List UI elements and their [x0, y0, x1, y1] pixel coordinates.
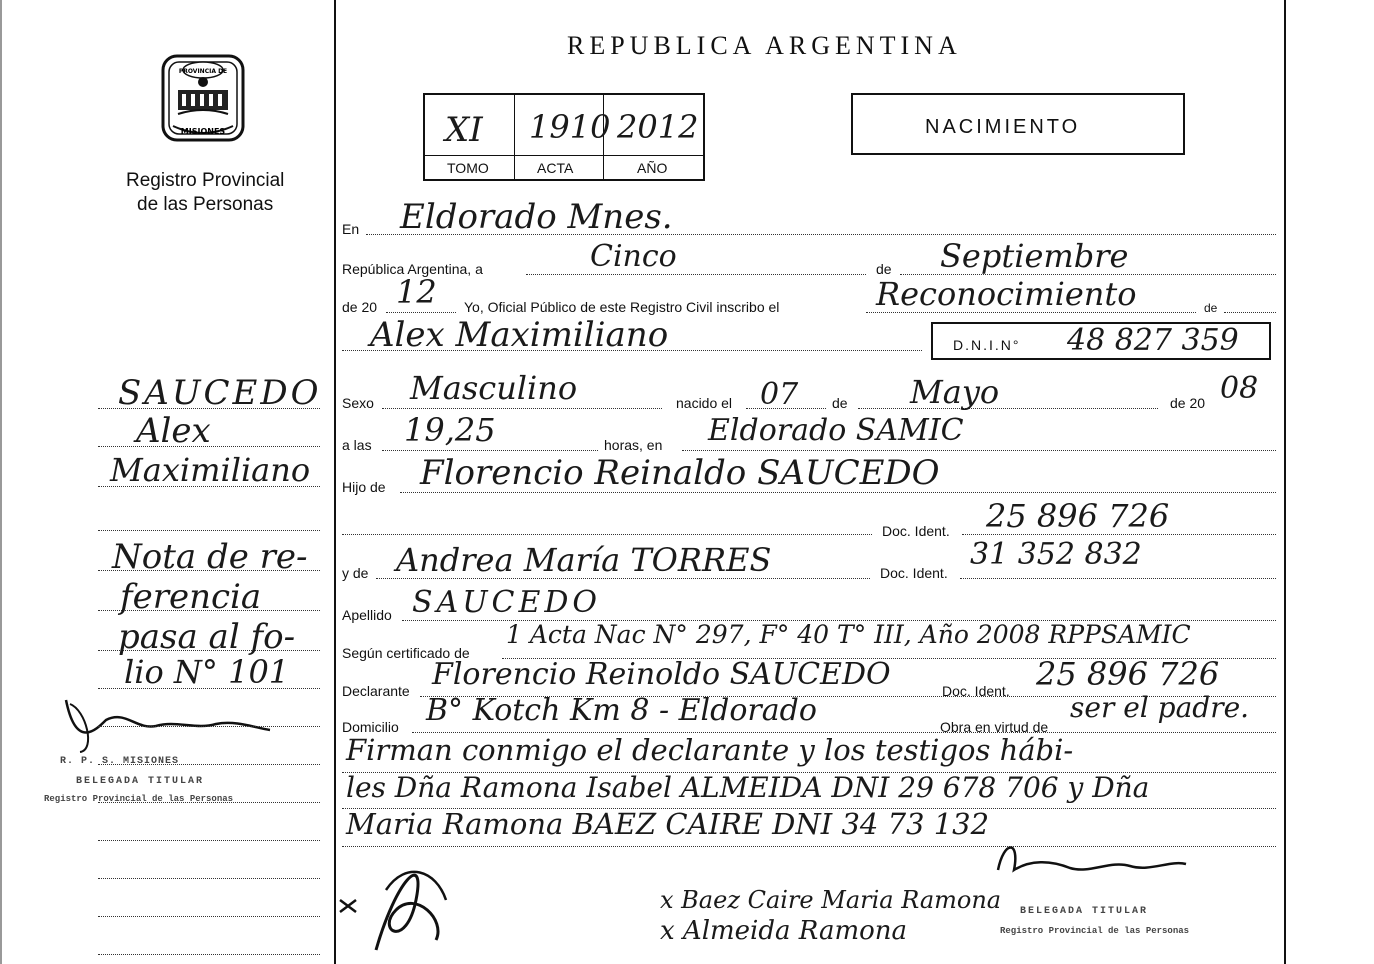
mes-value: Septiembre: [940, 237, 1129, 275]
madre-doc-value: 31 352 832: [970, 537, 1142, 572]
madre-value: Andrea María TORRES: [396, 541, 772, 579]
horas-en-label: horas, en: [604, 437, 663, 453]
certificado-label: Según certificado de: [342, 645, 470, 661]
tomo-label: TOMO: [447, 160, 489, 176]
declarante-doc-label: Doc. Ident.: [942, 683, 1010, 699]
declarante-label: Declarante: [342, 683, 410, 699]
de20-label: de 20: [342, 299, 378, 315]
padre-doc-value: 25 896 726: [986, 497, 1170, 535]
margin-official-signature: [56, 690, 276, 760]
text-line-3: Maria Ramona BAEZ CAIRE DNI 34 73 132: [346, 807, 990, 841]
dia-value: Cinco: [590, 239, 677, 274]
hijo-label: Hijo de: [342, 479, 386, 495]
tomo-value: XI: [445, 110, 483, 150]
witness-signature-1: x Baez Caire Maria Ramona: [660, 886, 1002, 914]
registry-name-line2: de las Personas: [137, 194, 274, 215]
anio-value: 2012: [617, 108, 699, 146]
nac-de20-label: de 20: [1170, 395, 1206, 411]
madre-doc-label: Doc. Ident.: [880, 565, 948, 581]
inscription-year-value: 12: [396, 273, 437, 311]
dni-box: [931, 322, 1271, 360]
record-type-box: [851, 93, 1185, 155]
official-stamp-right-2: Registro Provincial de las Personas: [1000, 926, 1190, 936]
margin-name-1: Alex: [136, 411, 211, 451]
anio-label: AÑO: [637, 160, 668, 176]
nac-dia-value: 07: [760, 377, 799, 412]
registry-name-line1: Registro Provincial: [126, 170, 285, 191]
en-label: En: [342, 221, 360, 237]
sexo-label: Sexo: [342, 395, 374, 411]
declarant-signature: [336, 840, 476, 964]
en-value: Eldorado Mnes.: [400, 197, 673, 237]
dni-label: D.N.I.N°: [953, 337, 1021, 353]
dni-value: 48 827 359: [1067, 323, 1239, 358]
margin-note-3: pasa al fo-: [118, 617, 296, 657]
hora-value: 19,25: [404, 411, 496, 449]
acta-label: ACTA: [537, 160, 574, 176]
declarante-doc-value: 25 896 726: [1036, 655, 1220, 693]
margin-surname: SAUCEDO: [118, 373, 322, 413]
nac-anio-value: 08: [1220, 371, 1259, 406]
margin-note-1: Nota de re-: [112, 537, 308, 577]
yde-label: y de: [342, 565, 369, 581]
margin-stamp-top: R. P. S. MISIONES: [60, 756, 180, 767]
apellido-label: Apellido: [342, 607, 392, 623]
de-label-2: de: [1204, 301, 1218, 315]
sexo-value: Masculino: [410, 369, 578, 407]
domicilio-value: B° Kotch Km 8 - Eldorado: [426, 693, 817, 728]
oficial-text: Yo, Oficial Público de este Registro Civil inscribo el: [464, 299, 780, 315]
inscribo-value: Reconocimiento: [876, 275, 1137, 313]
text-line-1: Firman conmigo el declarante y los testigos hábi-: [346, 733, 1074, 767]
witness-signature-2: x Almeida Ramona: [660, 916, 908, 946]
lugar-value: Eldorado SAMIC: [708, 413, 964, 448]
margin-stamp-2: Registro Provincial de las Personas: [44, 794, 234, 804]
margin-stamp-1: BELEGADA TITULAR: [76, 776, 205, 787]
obra-value: ser el padre.: [1070, 691, 1250, 724]
domicilio-label: Domicilio: [342, 719, 399, 735]
margin-border: [334, 0, 336, 964]
nac-mes-value: Mayo: [910, 373, 1000, 411]
nacido-label: nacido el: [676, 395, 733, 411]
de-label-1: de: [876, 261, 892, 277]
nombre-value: Alex Maximiliano: [370, 315, 669, 355]
republica-label: República Argentina, a: [342, 261, 483, 277]
padre-doc-label: Doc. Ident.: [882, 523, 950, 539]
declarante-value: Florencio Reinoldo SAUCEDO: [432, 657, 891, 692]
record-number-box: [423, 93, 705, 181]
right-border: [1284, 0, 1286, 964]
margin-note-4: lio N° 101: [124, 653, 290, 691]
margin-note-2: ferencia: [120, 577, 262, 617]
record-type-label: NACIMIENTO: [925, 116, 1081, 138]
official-stamp-right-1: BELEGADA TITULAR: [1020, 906, 1149, 917]
seal-bottom-text: MISIONES: [180, 127, 226, 136]
margin-name-2: Maximiliano: [110, 451, 311, 489]
official-signature-right: [990, 830, 1190, 890]
alas-label: a las: [342, 437, 372, 453]
seal-top-text: PROVINCIA DE: [178, 68, 228, 75]
padre-value: Florencio Reinaldo SAUCEDO: [420, 453, 940, 493]
country-title: REPUBLICA ARGENTINA: [567, 31, 962, 60]
nac-de-label: de: [832, 395, 848, 411]
misiones-seal-logo: [158, 48, 248, 148]
obra-label: Obra en virtud de: [940, 719, 1049, 735]
text-line-2: les Dña Ramona Isabel ALMEIDA DNI 29 678 706 y Dña: [346, 771, 1150, 804]
certificado-value: 1 Acta Nac N° 297, F° 40 T° III, Año 2008 RPPSAMIC: [506, 620, 1191, 649]
left-edge: [0, 0, 2, 964]
apellido-value: SAUCEDO: [412, 585, 602, 620]
acta-value: 1910: [529, 108, 611, 146]
